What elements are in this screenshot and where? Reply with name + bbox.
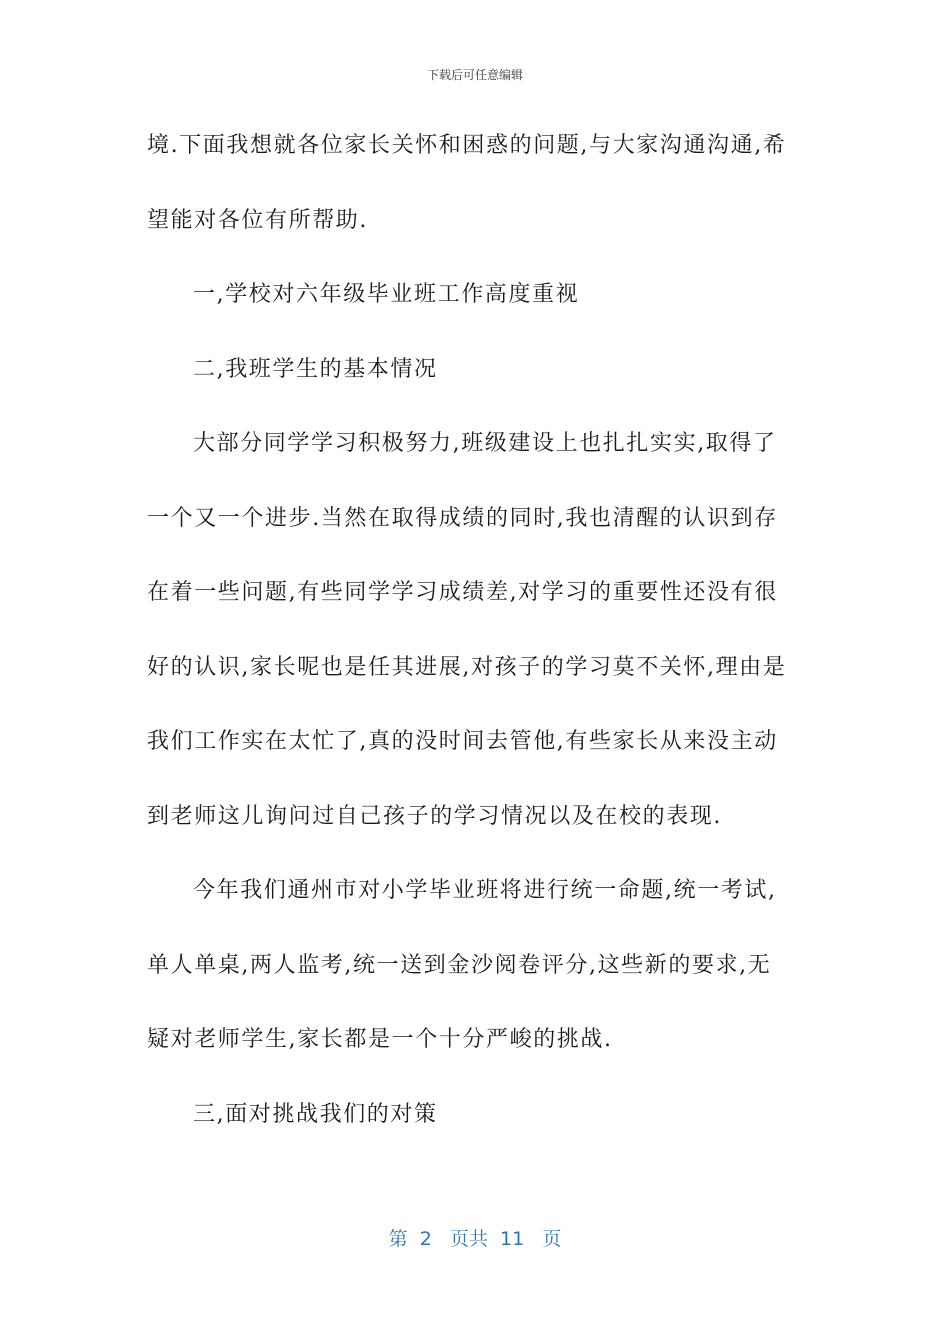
section-heading: 二,我班学生的基本情况: [193, 356, 438, 382]
text-line: 今年我们通州市对小学毕业班将进行统一命题,统一考试,: [193, 878, 777, 903]
page-number: 第 2 页共 11 页: [388, 1228, 562, 1250]
text-line: 我们工作实在太忙了,真的没时间去管他,有些家长从来没主动: [147, 729, 778, 754]
text-line: 疑对老师学生,家长都是一个十分严峻的挑战.: [147, 1027, 613, 1052]
text-line: 大部分同学学习积极努力,班级建设上也扎扎实实,取得了: [193, 431, 777, 456]
header-note: 下载后可任意编辑: [426, 68, 523, 82]
text-line: 在着一些问题,有些同学学习成绩差,对学习的重要性还没有很: [147, 580, 778, 605]
text-line: 到老师这儿询问过自己孩子的学习情况以及在校的表现.: [147, 803, 722, 829]
section-heading: 一,学校对六年级毕业班工作高度重视: [193, 282, 580, 307]
section-heading: 三,面对挑战我们的对策: [193, 1101, 438, 1127]
text-line: 望能对各位有所帮助.: [147, 207, 368, 233]
text-line: 境.下面我想就各位家长关怀和困惑的问题,与大家沟通沟通,希: [147, 133, 787, 158]
text-line: 一个又一个进步.当然在取得成绩的同时,我也清醒的认识到存: [147, 505, 778, 531]
text-line: 单人单桌,两人监考,统一送到金沙阅卷评分,这些新的要求,无: [147, 952, 772, 978]
document-body: [147, 120, 807, 1163]
text-line: 好的认识,家长呢也是任其进展,对孩子的学习莫不关怀,理由是: [147, 654, 787, 680]
